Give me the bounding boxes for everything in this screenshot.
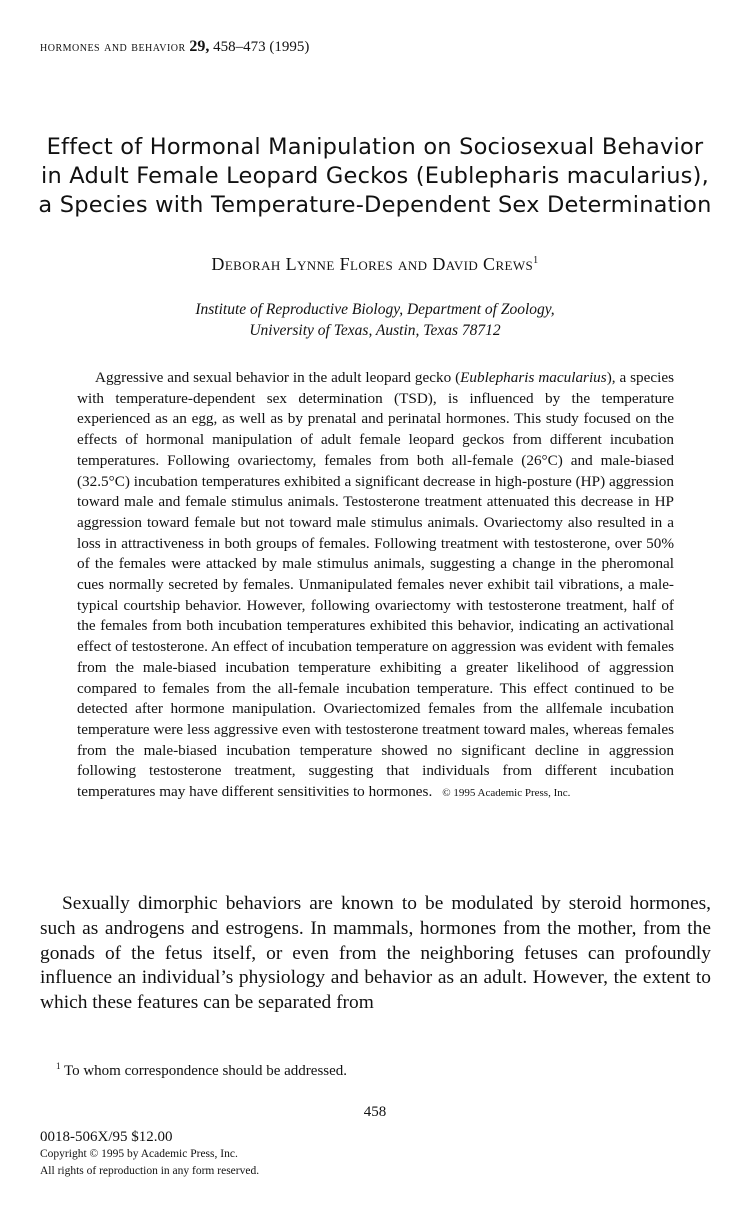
rights-notice: All rights of reproduction in any form reserved.: [40, 1165, 260, 1177]
footnote-text: To whom correspondence should be addressed.: [63, 1063, 348, 1079]
body-paragraph: Sexually dimorphic behaviors are known to be modulated by steroid hormones, such as androgens and estrogens. In mammals, hormones from the mother, from the gonads of the fetus itself, or even from the neighboring fetuses can profoundly influence an individual’s physiology and behavior as an adult. However, the extent to which these features can be separated from: [40, 893, 711, 1014]
abstract-copyright: © 1995 Academic Press, Inc.: [442, 787, 571, 800]
journal-name: hormones and behavior: [40, 40, 186, 55]
running-header: [40, 38, 309, 56]
volume-number: 29,: [189, 38, 210, 55]
copyright-notice: Copyright © 1995 by Academic Press, Inc.: [40, 1148, 238, 1160]
author-line: [0, 254, 750, 275]
affiliation: [0, 299, 750, 341]
species-name: Eublepharis macularius: [460, 369, 607, 386]
affiliation-line-2: University of Texas, Austin, Texas 78712: [249, 322, 501, 339]
affiliation-line-1: Institute of Reproductive Biology, Department of Zoology,: [195, 301, 555, 318]
author-names: Deborah Lynne Flores and David Crews: [211, 254, 534, 274]
author-footnote-mark: 1: [533, 255, 539, 266]
journal-code: 0018-506X/95 $12.00: [40, 1129, 173, 1145]
article-title: [30, 133, 720, 220]
title-line-1: Effect of Hormonal Manipulation on Sociosexual Behavior: [46, 134, 704, 160]
abstract-text-body: ), a species with temperature-dependent sex determination (TSD), is influenced by the temperature experienced as an egg, as well as by prenatal and perinatal hormones. This study focused on the effects of hormonal manipulation of adult female leopard geckos from different incubation temperatures. Following ovariectomy, females from both all-female (26°C) and male-biased (32.5°C) incubation temperatures exhibited a significant decrease in high-posture (HP) aggression toward male and female stimulus animals. Testosterone treatment attenuated this decrease in HP aggression toward female but not toward male stimulus animals. Ovariectomy also resulted in a loss in attractiveness in both groups of females. Following treatment with testosterone, over 50% of the females were attacked by male stimulus animals, suggesting a change in the pheromonal cues normally secreted by females. Unmanipulated females never exhibit tail vibrations, a male-typical courtship behavior. However, following ovariectomy with testosterone treatment, half of the females from both incubation temperatures exhibited this behavior, indicating an activational effect of testosterone. An effect of incubation temperature on aggression was evident with females from the male-biased incubation temperature exhibiting a greater likelihood of aggression compared to females from the all-female incubation temperature. This effect continued to be detected after hormone manipulation. Ovariectomized females from the allfemale incubation temperature were less aggressive even with testosterone treatment toward males, whereas females from the male-biased incubation temperature showed no significant decline in aggression following testosterone treatment, suggesting that individuals from different incubation temperatures may have different sensitivities to hormones.: [77, 369, 674, 801]
title-line-2: in Adult Female Leopard Geckos (Eublepharis macularius),: [41, 163, 709, 189]
footnote-mark: 1: [56, 1061, 61, 1071]
page-range: 458–473 (1995): [213, 39, 310, 55]
page-number: 458: [363, 1104, 387, 1120]
footnote: [56, 1061, 347, 1080]
title-line-3: a Species with Temperature-Dependent Sex Determination: [38, 192, 712, 218]
abstract: [77, 368, 674, 804]
abstract-text-start: Aggressive and sexual behavior in the adult leopard gecko (: [95, 369, 461, 386]
